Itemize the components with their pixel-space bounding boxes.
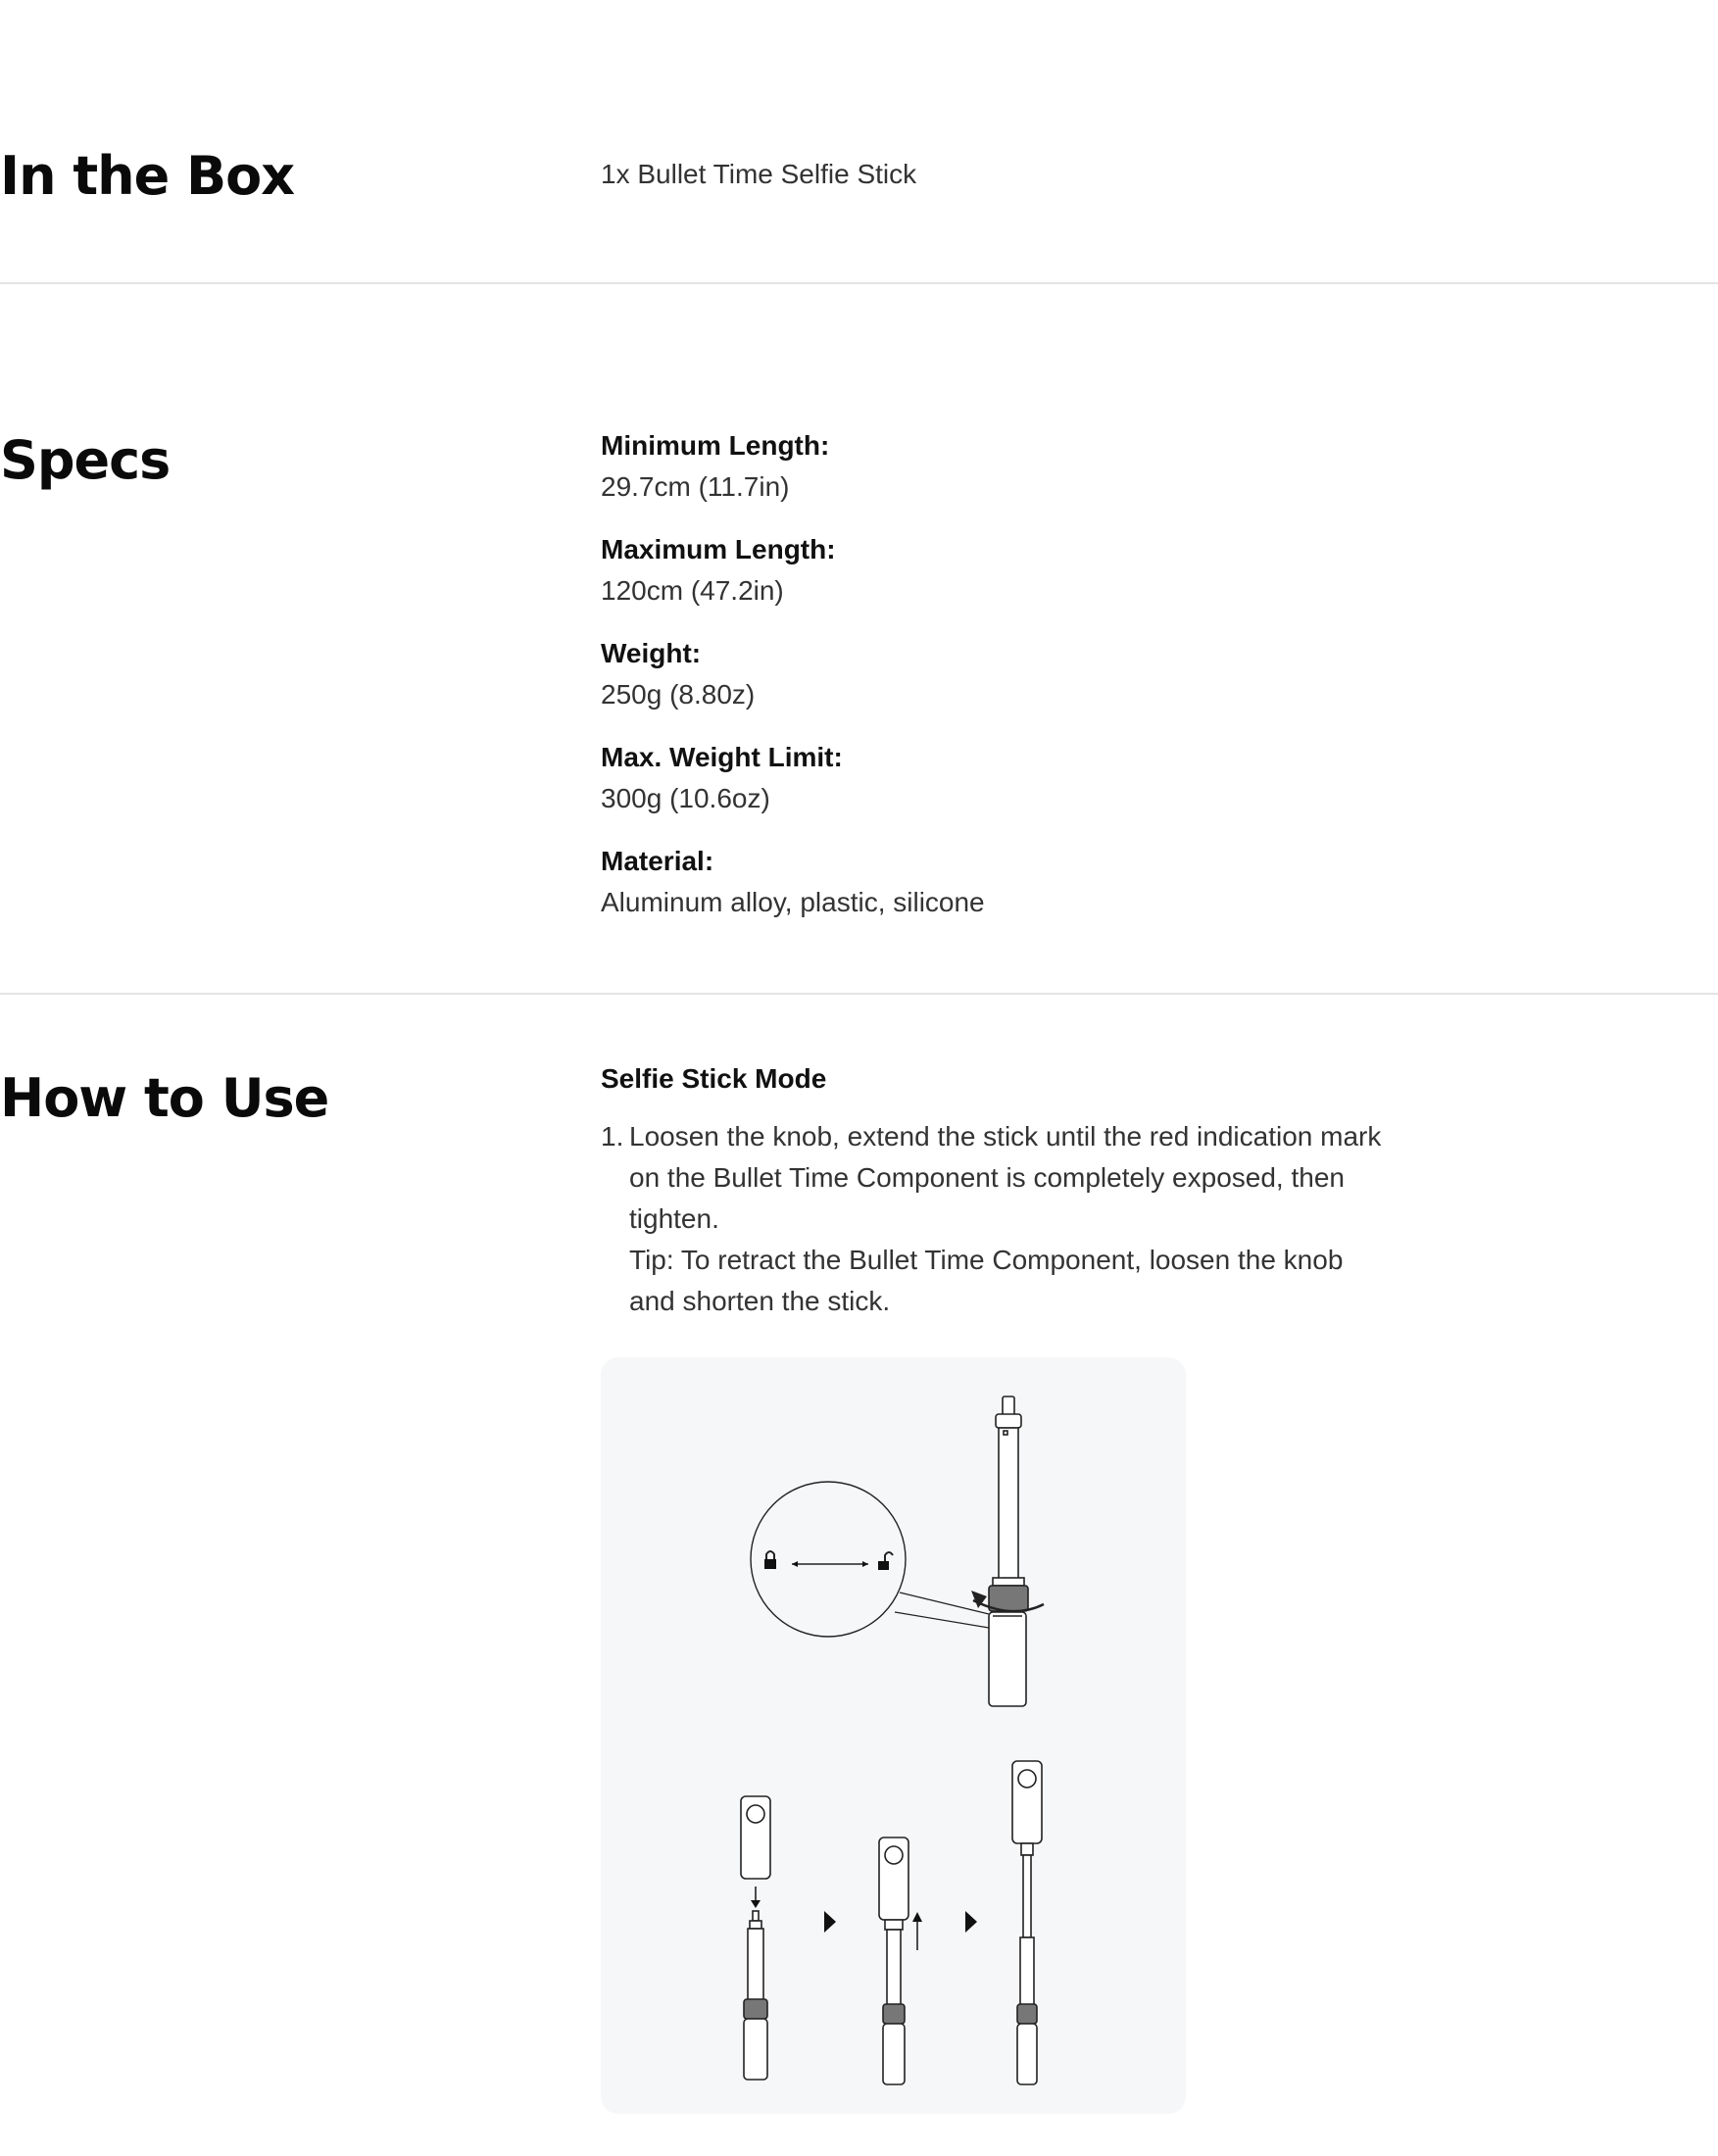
how-to-use-content [601, 1063, 1483, 1322]
spec-label-max-weight-limit: Max. Weight Limit: [601, 742, 843, 772]
step-tip-line: Tip: To retract the Bullet Time Component, loosen the knob [629, 1245, 1344, 1275]
specs-title: Specs [0, 429, 171, 491]
in-the-box-title: In the Box [0, 145, 295, 207]
step-item [601, 1116, 1483, 1322]
specs-list [601, 425, 1483, 945]
in-the-box-items [601, 159, 1483, 190]
step-line: tighten. [629, 1203, 719, 1234]
spec-value-weight: 250g (8.80z) [601, 679, 756, 710]
in-the-box-item: 1x Bullet Time Selfie Stick [601, 159, 917, 189]
how-to-use-title: How to Use [0, 1067, 329, 1129]
spec-value-material: Aluminum alloy, plastic, silicone [601, 887, 985, 917]
mode-title: Selfie Stick Mode [601, 1063, 827, 1094]
extended-stick-drawing [751, 1396, 1044, 1706]
usage-illustration [601, 1357, 1186, 2114]
step-line: on the Bullet Time Component is completely exposed, then [629, 1162, 1345, 1193]
spec-value-min-length: 29.7cm (11.7in) [601, 471, 790, 502]
arrow-right-icon [824, 1911, 836, 1933]
spec-label-min-length: Minimum Length: [601, 430, 830, 461]
step-list [601, 1116, 1483, 1322]
in-the-box-section [0, 0, 1718, 284]
step-drawing-3 [1012, 1761, 1042, 2084]
spec-label-material: Material: [601, 846, 714, 876]
specs-section [0, 284, 1718, 994]
spec-value-max-weight-limit: 300g (10.6oz) [601, 783, 770, 813]
step-drawing-2 [879, 1838, 922, 2084]
selfie-stick-diagram [601, 1357, 1186, 2114]
spec-value-max-length: 120cm (47.2in) [601, 575, 784, 606]
spec-label-max-length: Maximum Length: [601, 534, 836, 564]
step-drawing-1 [741, 1796, 770, 2080]
step-line: Loosen the knob, extend the stick until the red indication mark [629, 1121, 1382, 1152]
arrow-right-icon [965, 1911, 977, 1933]
spec-label-weight: Weight: [601, 638, 702, 668]
step-number: 1. [601, 1121, 624, 1152]
step-tip-line: and shorten the stick. [629, 1286, 891, 1316]
